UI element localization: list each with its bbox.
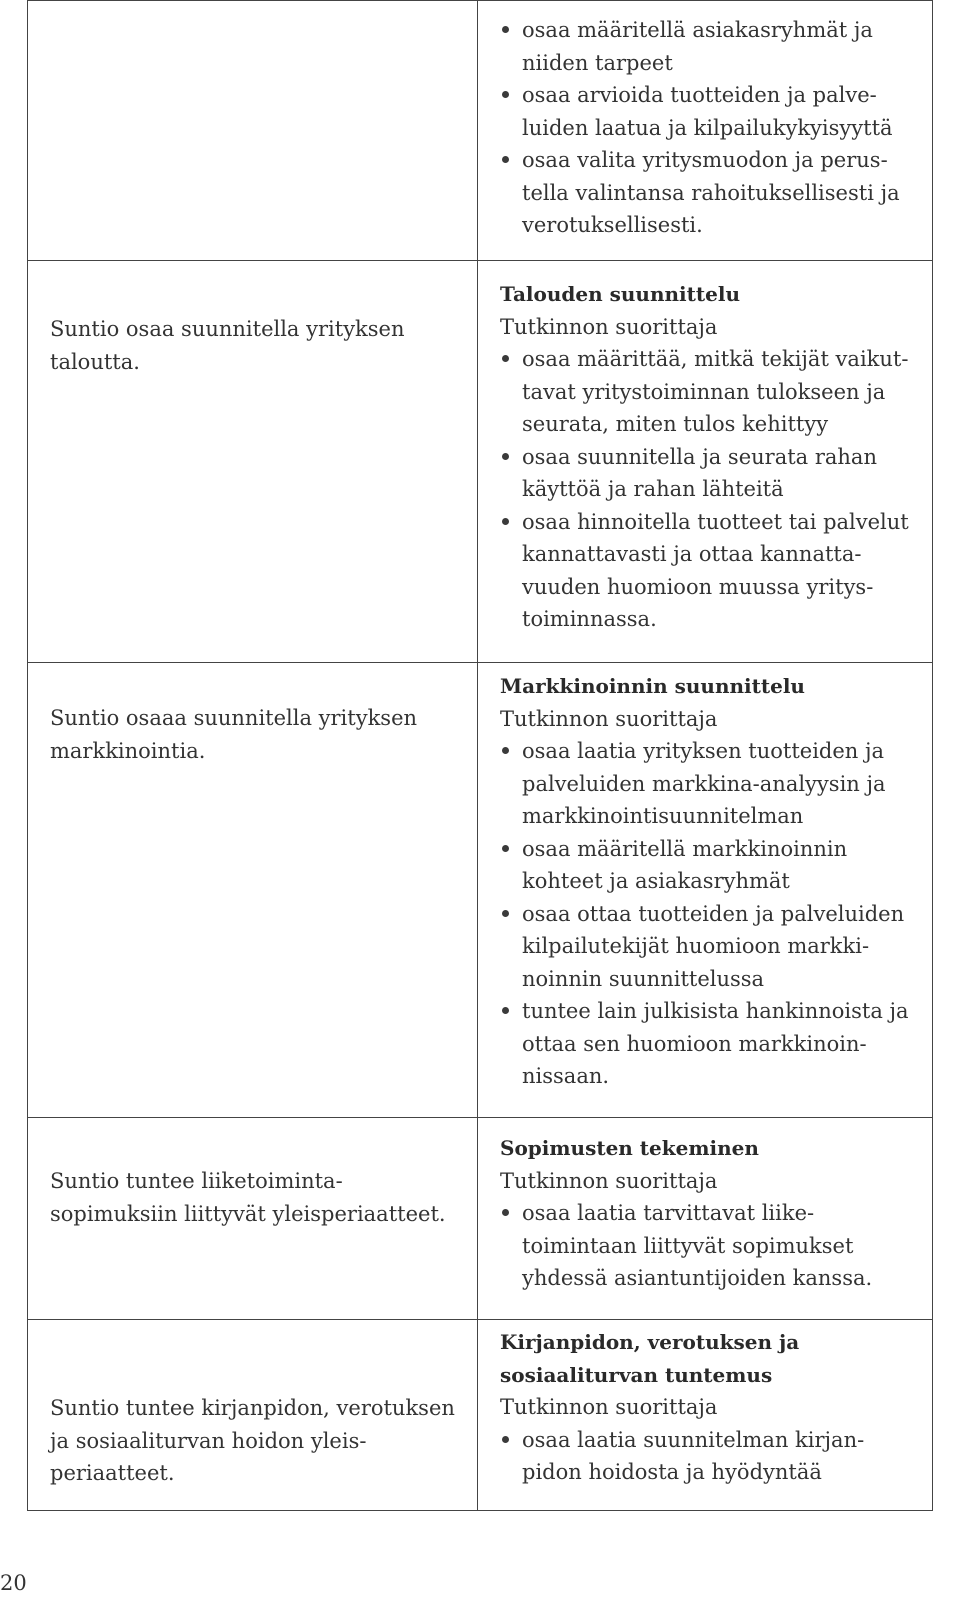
competence-text: Suntio tuntee liiketoiminta- sopimuksiin liittyvät yleisperiaatteet.	[50, 1169, 446, 1226]
list-item-text: osaa ottaa tuotteiden ja palveluiden kilpailutekijät huomioon markki- noinnin suunnittelussa	[522, 901, 905, 991]
competence-text: Suntio osaaa suunnitella yrityksen markkinointia.	[50, 706, 418, 763]
bullet-icon	[502, 518, 509, 525]
competence-text: Suntio tuntee kirjanpidon, verotuksen ja sosiaaliturvan hoidon yleis- periaatteet.	[50, 1396, 455, 1485]
bullet-icon	[502, 1209, 509, 1216]
bullet-icon	[502, 355, 509, 362]
list-item	[500, 343, 918, 441]
list-item-text: osaa suunnitella ja seurata rahan käyttöä ja rahan lähteitä	[522, 444, 877, 501]
list-item	[500, 79, 918, 144]
section-subheading: Tutkinnon suorittaja	[500, 1395, 718, 1419]
right-cell	[478, 1118, 933, 1320]
criteria-table	[27, 0, 933, 1511]
list-item	[500, 995, 918, 1093]
section-heading: Kirjanpidon, verotuksen ja sosiaaliturvan tuntemus	[500, 1330, 800, 1387]
list-item-text: osaa laatia tarvittavat liike- toimintaan liittyvät sopimukset yhdessä asiantuntijoiden kanssa.	[522, 1201, 873, 1290]
list-item-text: osaa määritellä markkinoinnin kohteet ja asiakasryhmät	[522, 836, 848, 893]
table-row	[28, 1118, 933, 1320]
bullet-icon	[502, 453, 509, 460]
list-item	[500, 833, 918, 898]
section-subheading: Tutkinnon suorittaja	[500, 1168, 718, 1193]
page-number: 20	[0, 1571, 27, 1595]
list-item-text: tuntee lain julkisista hankinnoista ja ottaa sen huomioon markkinoin- nissaan.	[522, 999, 909, 1088]
bullet-icon	[502, 845, 509, 852]
bullet-list	[500, 1197, 918, 1295]
table-row	[28, 261, 933, 663]
bullet-list	[500, 343, 918, 636]
bullet-icon	[502, 156, 509, 163]
right-cell	[478, 1, 933, 261]
bullet-list	[500, 735, 918, 1093]
list-item-text: osaa laatia suunnitelman kirjan- pidon hoidosta ja hyödyntää	[522, 1427, 865, 1484]
list-item-text: osaa arvioida tuotteiden ja palve- luiden laatua ja kilpailukykyisyyttä	[522, 83, 893, 140]
left-cell	[28, 261, 478, 663]
bullet-list	[500, 1424, 918, 1489]
bullet-icon	[502, 1436, 509, 1443]
section-heading: Talouden suunnittelu	[500, 282, 740, 306]
right-cell	[478, 261, 933, 663]
list-item-text: osaa määrittää, mitkä tekijät vaikut- tavat yritystoiminnan tulokseen ja seurata, miten tulos kehittyy	[522, 347, 909, 436]
list-item-text: osaa hinnoitella tuotteet tai palvelut kannattavasti ja ottaa kannatta- vuuden huomioon muussa yritys- toiminnassa.	[522, 509, 909, 631]
left-cell	[28, 1118, 478, 1320]
list-item-text: osaa määritellä asiakasryhmät ja niiden tarpeet	[522, 18, 873, 75]
bullet-icon	[502, 26, 509, 33]
section-heading: Markkinoinnin suunnittelu	[500, 674, 805, 698]
bullet-icon	[502, 1007, 509, 1014]
table-row	[28, 663, 933, 1118]
left-cell	[28, 1, 478, 261]
list-item-text: osaa valita yritysmuodon ja perus- tella valintansa rahoituksellisesti ja verotuksellisesti.	[522, 148, 900, 237]
table-row	[28, 1, 933, 261]
bullet-icon	[502, 91, 509, 98]
section-heading: Sopimusten tekeminen	[500, 1136, 759, 1160]
bullet-list	[500, 14, 918, 242]
list-item	[500, 506, 918, 636]
left-cell	[28, 1320, 478, 1511]
right-cell	[478, 1320, 933, 1511]
list-item	[500, 14, 918, 79]
list-item	[500, 735, 918, 833]
bullet-icon	[502, 747, 509, 754]
list-item-text: osaa laatia yrityksen tuotteiden ja palveluiden markkina-analyysin ja markkinointisuunnitelman	[522, 739, 886, 828]
list-item	[500, 441, 918, 506]
bullet-icon	[502, 910, 509, 917]
list-item	[500, 898, 918, 996]
list-item	[500, 1424, 918, 1489]
list-item	[500, 144, 918, 242]
list-item	[500, 1197, 918, 1295]
left-cell	[28, 663, 478, 1118]
section-subheading: Tutkinnon suorittaja	[500, 314, 718, 339]
section-subheading: Tutkinnon suorittaja	[500, 706, 718, 731]
competence-text: Suntio osaa suunnitella yrityksen taloutta.	[50, 317, 405, 374]
table-row	[28, 1320, 933, 1511]
right-cell	[478, 663, 933, 1118]
